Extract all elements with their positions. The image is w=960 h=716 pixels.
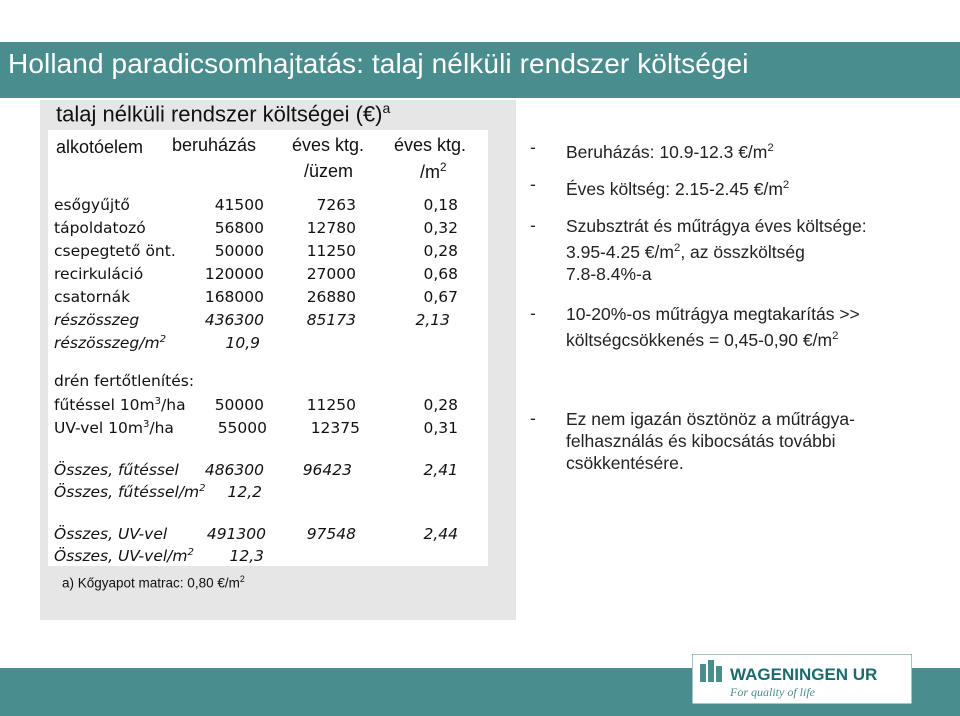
wageningen-logo xyxy=(692,654,912,704)
table-row-per-m2: 0,67 xyxy=(423,288,458,306)
bullet-item: Beruházás: 10.9-12.3 $€/m^2$ xyxy=(566,141,774,162)
table-row-invest: 168000 xyxy=(204,288,264,306)
drain-row-name: fűtéssel $10m^3/ha$ xyxy=(54,396,186,415)
drain-row-annual: 11250 xyxy=(306,396,356,414)
bullet-dash: - xyxy=(530,174,536,194)
total-uv-per-m2: 2,44 xyxy=(423,525,458,543)
table-row-annual: 12780 xyxy=(306,219,356,237)
col-header-annual-unit: /üzem xyxy=(304,161,354,181)
total-heat-annual: 96423 xyxy=(302,461,352,479)
col-header-invest: beruházás xyxy=(172,135,257,155)
bullet-dash: - xyxy=(530,215,536,235)
total-heat-name: Összes, fűtéssel xyxy=(54,461,179,479)
col-header-annual-m2-unit: $/m^2$ xyxy=(420,161,447,182)
bullet-dash: - xyxy=(530,303,536,323)
bullet-dash: - xyxy=(530,137,536,157)
total-heat-m2-name: Összes, fűtéssel/$m^2$ xyxy=(54,483,206,502)
table-title: talaj nélküli rendszer költségei (€)$^a$ xyxy=(56,100,391,127)
total-uv-invest: 491300 xyxy=(206,525,266,543)
col-header-annual-m2: éves ktg. xyxy=(394,135,467,155)
subtotal-name: részösszeg xyxy=(54,311,140,329)
table-row-annual: 26880 xyxy=(306,288,356,306)
table-row-per-m2: 0,28 xyxy=(423,242,458,260)
drain-label: drén fertőtlenítés: xyxy=(54,372,195,390)
total-uv-m2-invest: 12,3 xyxy=(229,547,264,565)
drain-row-invest: 55000 xyxy=(217,419,267,437)
drain-row-invest: 50000 xyxy=(214,396,264,414)
table-row-name: recirkuláció xyxy=(54,265,144,283)
table-row-annual: 11250 xyxy=(306,242,356,260)
subtotal-m2-name: részösszeg/$m^2$ xyxy=(54,334,166,353)
bullet-item: Ez nem igazán ösztönöz a műtrágya- felhasználás és kibocsátás további csökkentésére. xyxy=(566,409,855,473)
slide-title: Holland paradicsomhajtatás: talaj nélküli rendszer költségei xyxy=(8,48,749,79)
bullet-item: Éves költség: 2.15-2.45 $€/m^2$ xyxy=(566,178,790,199)
table-row-name: csepegtető önt. xyxy=(54,242,176,260)
total-uv-name: Összes, UV-vel xyxy=(54,525,168,543)
table-row-annual: 27000 xyxy=(306,265,356,283)
col-header-annual: éves ktg. xyxy=(292,135,365,155)
table-row-invest: 56800 xyxy=(214,219,264,237)
logo-tagline: For quality of life xyxy=(730,685,815,699)
logo-name: WAGENINGEN UR xyxy=(730,665,878,684)
table-row-invest: 50000 xyxy=(214,242,264,260)
total-heat-m2-invest: 12,2 xyxy=(227,483,262,501)
total-uv-m2-name: Összes, $UV-vel/m^2$ xyxy=(54,547,194,566)
table-row-annual: 7263 xyxy=(316,196,356,214)
drain-row-annual: 12375 xyxy=(310,419,360,437)
total-uv-annual: 97548 xyxy=(306,525,356,543)
drain-row-per-m2: 0,28 xyxy=(423,396,458,414)
bullet-item: Szubsztrát és műtrágya éves költsége: 3.95-4.25 $€/m^2$, az összköltség 7.8-8.4%-a xyxy=(566,216,867,284)
top-strip xyxy=(0,0,960,42)
table-footnote: a) Kőgyapot matrac: 0,80 $€/m^2$ xyxy=(62,574,245,591)
bullet-item: 10-20%-os műtrágya megtakarítás >> költségcsökkenés = 0,45-0,90 $€/m^2$ xyxy=(566,304,860,350)
table-row-invest: 41500 xyxy=(214,196,264,214)
table-row-name: esőgyűjtő xyxy=(54,196,130,214)
table-row-name: csatornák xyxy=(54,288,131,306)
subtotal-m2-invest: 10,9 xyxy=(225,334,260,352)
table-row-name: tápoldatozó xyxy=(54,219,146,237)
table-row-invest: 120000 xyxy=(204,265,264,283)
total-heat-per-m2: 2,41 xyxy=(423,461,458,479)
subtotal-annual: 85173 xyxy=(306,311,356,329)
subtotal-invest: 436300 xyxy=(204,311,264,329)
table-row-per-m2: 0,32 xyxy=(423,219,458,237)
total-heat-invest: 486300 xyxy=(204,461,264,479)
table-row-per-m2: 0,68 xyxy=(423,265,458,283)
bullet-dash: - xyxy=(530,408,536,428)
drain-row-per-m2: 0,31 xyxy=(423,419,458,437)
col-header-item: alkotóelem xyxy=(56,137,144,157)
table-row-per-m2: 0,18 xyxy=(423,196,458,214)
drain-row-name: UV-vel $10m^3/ha$ xyxy=(54,419,174,438)
subtotal-per-m2: 2,13 xyxy=(415,311,450,329)
